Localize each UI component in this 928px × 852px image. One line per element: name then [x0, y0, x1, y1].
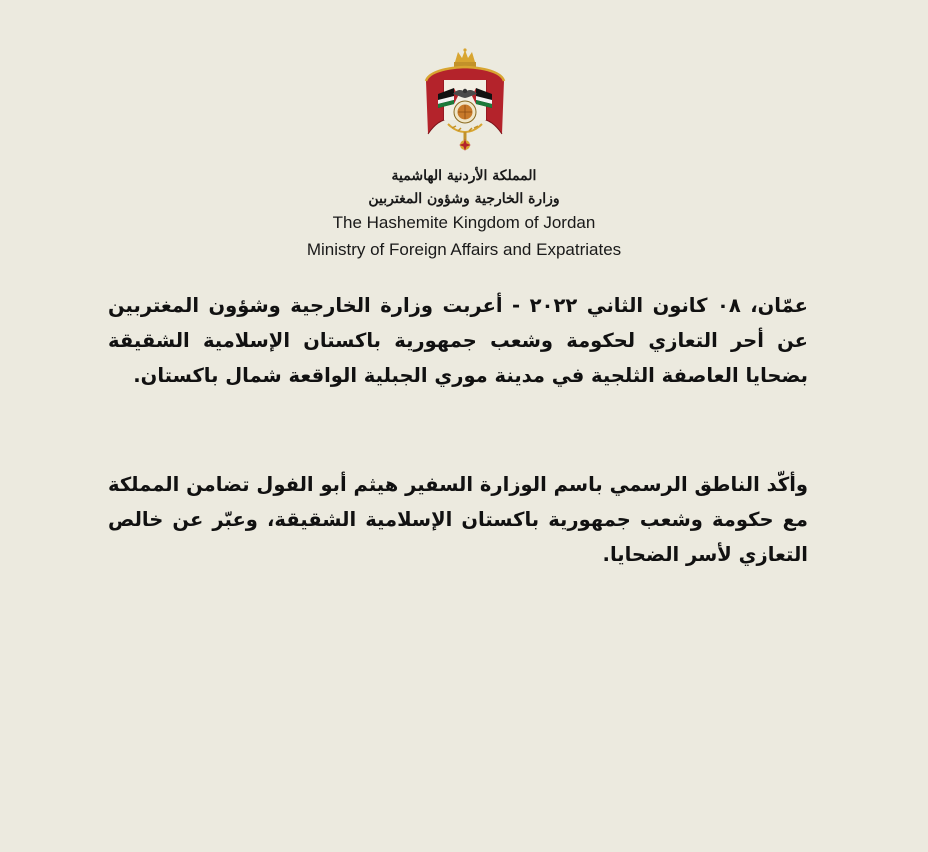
statement-paragraph-2: وأكّد الناطق الرسمي باسم الوزارة السفير هيثم أبو الفول تضامن المملكة مع حكومة وشعب جمهورية باكستان الإسلامية الشقيقة، وعبّر عن خالص التعازي لأسر الضحايا. — [108, 473, 808, 566]
ministry-name-arabic: وزارة الخارجية وشؤون المغتربين — [368, 191, 560, 207]
ministry-name-english: Ministry of Foreign Affairs and Expatriates — [306, 240, 622, 259]
kingdom-name-english: The Hashemite Kingdom of Jordan — [332, 213, 596, 232]
kingdom-name-arabic: المملكة الأردنية الهاشمية — [391, 168, 537, 184]
statement-paragraph-1: عمّان، ٠٨ كانون الثاني ٢٠٢٢ - أعربت وزارة الخارجية وشؤون المغتربين عن أحر التعازي لحكومة وشعب جمهورية باكستان الإسلامية الشقيقة بضحايا العاصفة الثلجية في مدينة موري الجبلية الواقعة شمال باكستان. — [108, 294, 809, 387]
jordan-coat-of-arms-icon — [418, 48, 512, 162]
